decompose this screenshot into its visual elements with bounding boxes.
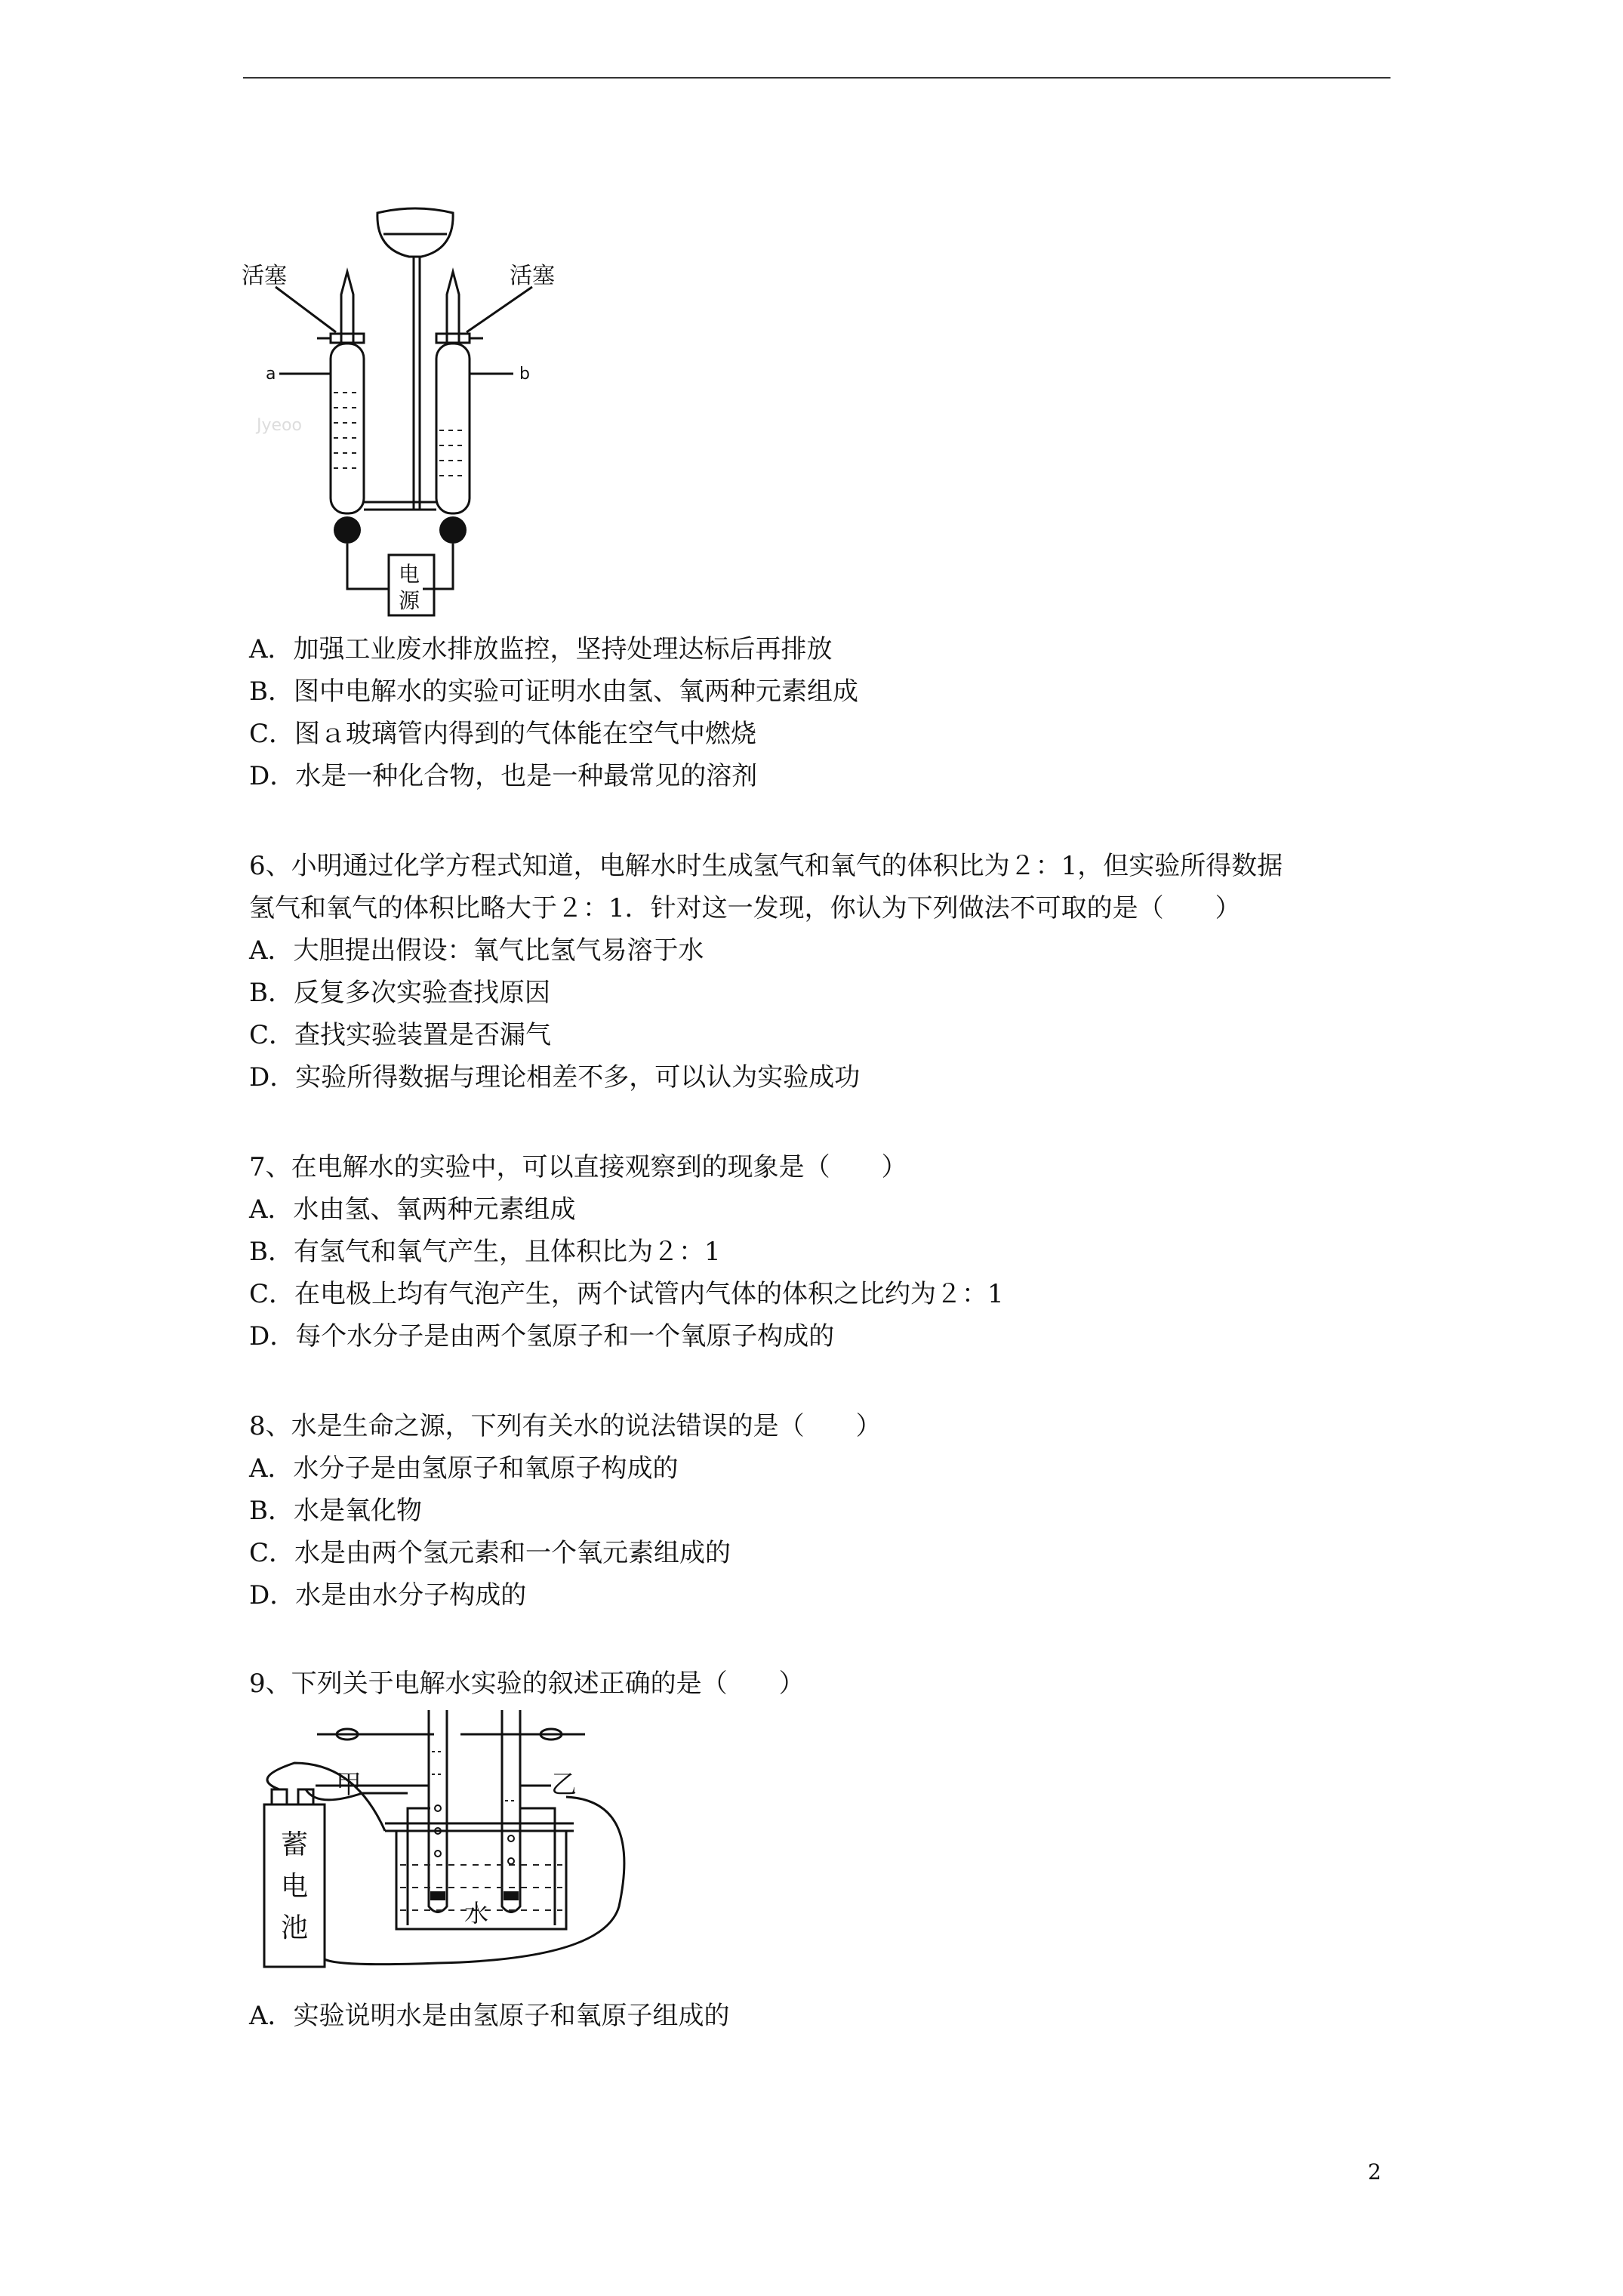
tube-a-label: a bbox=[266, 365, 276, 384]
power-label-1: 电 bbox=[399, 562, 420, 587]
q6-stem-line1: 6、小明通过化学方程式知道，电解水时生成氢气和氧气的体积比为２：1，但实验所得数据 bbox=[249, 851, 1283, 881]
stopcock-label-right: 活塞 bbox=[510, 263, 555, 289]
watermark: Jyeoo bbox=[257, 416, 302, 435]
q6-option-c: C．查找实验装置是否漏气 bbox=[249, 1020, 552, 1050]
q8-option-c: C．水是由两个氢元素和一个氧元素组成的 bbox=[249, 1538, 731, 1568]
q7-option-a: A．水由氢、氧两种元素组成 bbox=[249, 1194, 576, 1225]
electrolysis-apparatus-figure bbox=[242, 204, 574, 619]
q5-option-d: D．水是一种化合物，也是一种最常见的溶剂 bbox=[249, 761, 758, 791]
battery-label-3: 池 bbox=[281, 1912, 309, 1943]
q8-stem: 8、水是生命之源，下列有关水的说法错误的是（ ） bbox=[249, 1411, 882, 1441]
q5-option-a: A．加强工业废水排放监控，坚持处理达标后再排放 bbox=[249, 634, 833, 664]
battery-electrolysis-figure bbox=[249, 1710, 642, 1974]
q9-stem: 9、下列关于电解水实验的叙述正确的是（ ） bbox=[249, 1669, 805, 1699]
q5-option-b: B．图中电解水的实验可证明水由氢、氧两种元素组成 bbox=[249, 676, 858, 707]
q6-option-a: A．大胆提出假设：氧气比氢气易溶于水 bbox=[249, 935, 704, 966]
q7-stem: 7、在电解水的实验中，可以直接观察到的现象是（ ） bbox=[249, 1152, 907, 1182]
q6-option-d: D．实验所得数据与理论相差不多，可以认为实验成功 bbox=[249, 1062, 861, 1093]
stopcock-label-left: 活塞 bbox=[242, 263, 287, 289]
q7-option-d: D．每个水分子是由两个氢原子和一个氧原子构成的 bbox=[249, 1321, 835, 1351]
q7-option-c: C．在电极上均有气泡产生，两个试管内气体的体积之比约为２：1 bbox=[249, 1279, 1004, 1309]
water-label: 水 bbox=[464, 1899, 489, 1928]
q8-option-d: D．水是由水分子构成的 bbox=[249, 1580, 527, 1610]
q7-option-b: B．有氢气和氧气产生，且体积比为２：1 bbox=[249, 1237, 721, 1267]
header-rule bbox=[243, 77, 1390, 79]
q9-option-a: A．实验说明水是由氢原子和氧原子组成的 bbox=[249, 2001, 730, 2031]
q6-option-b: B．反复多次实验查找原因 bbox=[249, 978, 550, 1008]
q6-stem-line2: 氢气和氧气的体积比略大于２：1．针对这一发现，你认为下列做法不可取的是（ ） bbox=[249, 893, 1241, 923]
tube-jia-label: 甲 bbox=[336, 1770, 362, 1800]
power-label-2: 源 bbox=[399, 588, 420, 613]
q8-option-a: A．水分子是由氢原子和氧原子构成的 bbox=[249, 1453, 679, 1484]
tube-b-label: b bbox=[519, 365, 530, 384]
q8-option-b: B．水是氧化物 bbox=[249, 1496, 422, 1526]
battery-label-2: 电 bbox=[281, 1871, 309, 1902]
q5-option-c: C．图ａ玻璃管内得到的气体能在空气中燃烧 bbox=[249, 719, 757, 749]
page-number: 2 bbox=[1368, 2159, 1381, 2184]
battery-label-1: 蓄 bbox=[281, 1829, 309, 1860]
tube-yi-label: 乙 bbox=[551, 1770, 577, 1800]
